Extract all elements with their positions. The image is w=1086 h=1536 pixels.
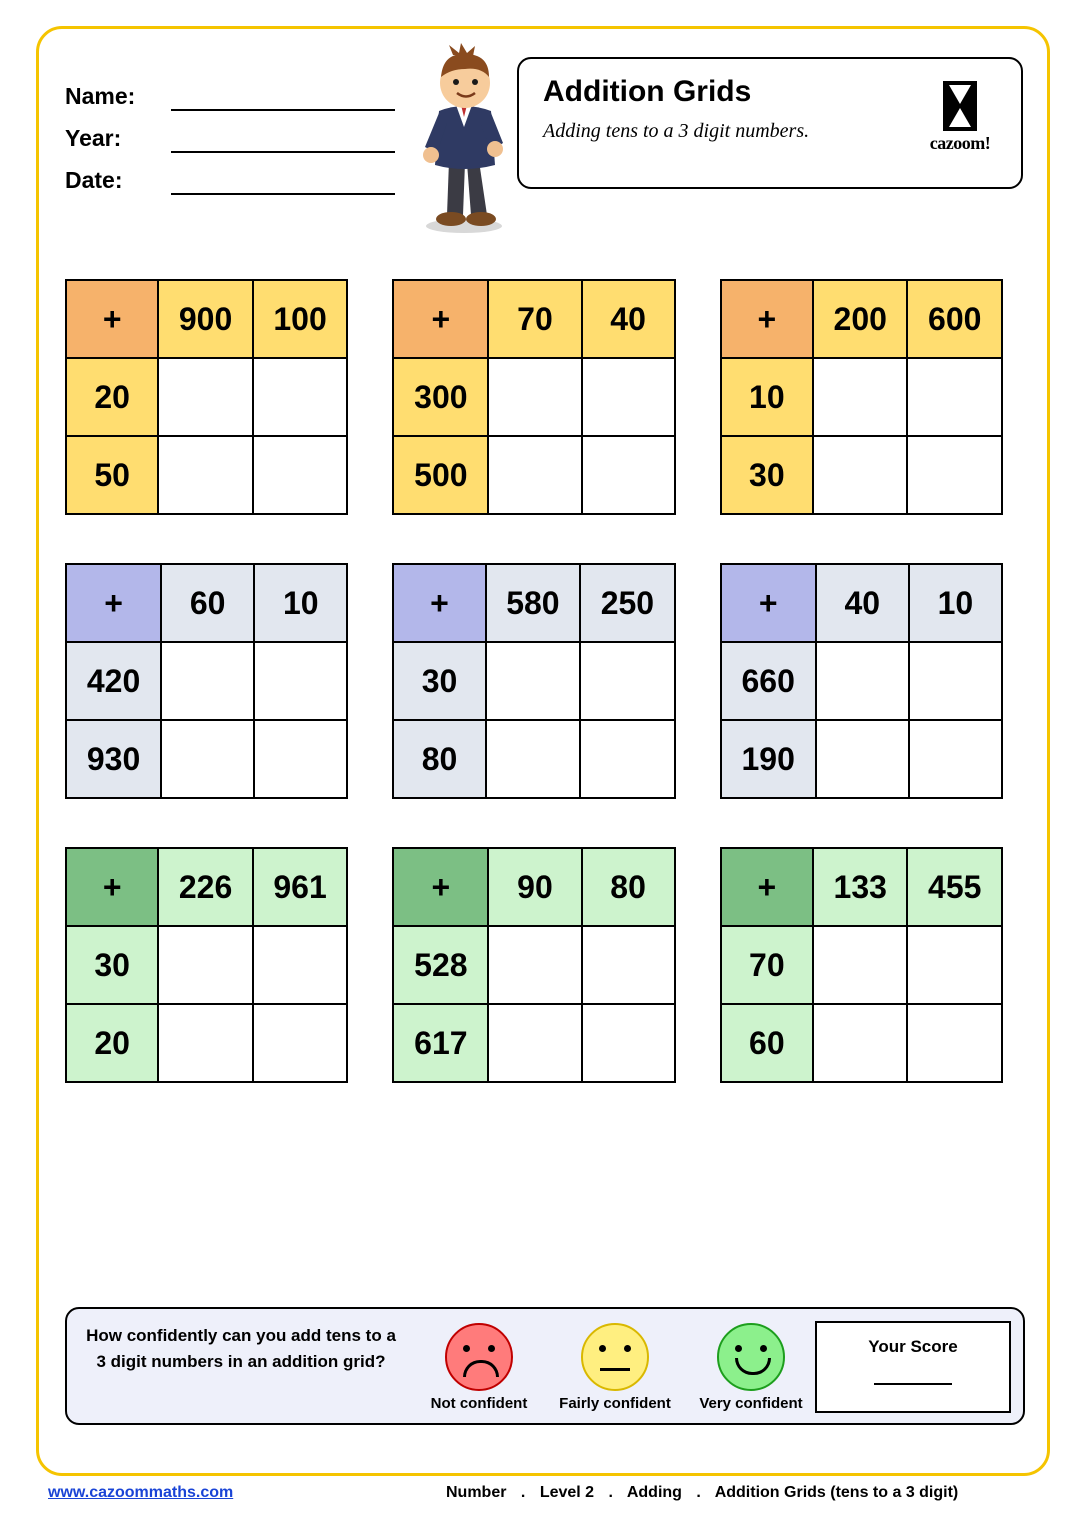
- addition-grid-5: [392, 563, 675, 799]
- answer-cell[interactable]: [580, 720, 675, 798]
- score-box: [815, 1321, 1011, 1413]
- breadcrumb-item-4: Addition Grids (tens to a 3 digit): [714, 1484, 959, 1501]
- cazoom-logo: [917, 81, 1003, 169]
- page-subtitle: Adding tens to a 3 digit numbers.: [543, 120, 810, 142]
- name-field-label: Name:: [65, 83, 136, 109]
- table-row: [393, 720, 674, 798]
- row-header-1: 300: [393, 358, 488, 436]
- row-header-1: 70: [721, 926, 813, 1004]
- answer-cell[interactable]: [582, 926, 675, 1004]
- addition-grid-6: [720, 563, 1003, 799]
- worksheet-header: [39, 29, 1047, 249]
- grid-row-1: [39, 279, 1047, 515]
- student-info-fields: [65, 69, 395, 195]
- row-header-2: 20: [66, 1004, 158, 1082]
- answer-cell[interactable]: [486, 720, 581, 798]
- addition-grid-9: [720, 847, 1003, 1083]
- answer-cell[interactable]: [813, 926, 908, 1004]
- answer-cell[interactable]: [907, 436, 1002, 514]
- table-row: [721, 720, 1002, 798]
- addition-grid-2: [392, 279, 675, 515]
- answer-cell[interactable]: [909, 720, 1002, 798]
- answer-cell[interactable]: [253, 1004, 348, 1082]
- addition-grid-4: [65, 563, 348, 799]
- answer-cell[interactable]: [161, 720, 254, 798]
- row-header-2: 60: [721, 1004, 813, 1082]
- col-header-1: 900: [158, 280, 253, 358]
- answer-cell[interactable]: [580, 642, 675, 720]
- year-field-label: Year:: [65, 125, 122, 151]
- answer-cell[interactable]: [161, 642, 254, 720]
- table-row: [66, 720, 347, 798]
- col-header-1: 200: [813, 280, 908, 358]
- operator-cell: +: [66, 848, 158, 926]
- addition-grid-3: [720, 279, 1003, 515]
- row-header-2: 617: [393, 1004, 488, 1082]
- title-box: [517, 57, 1023, 189]
- table-row: [721, 358, 1002, 436]
- row-header-2: 30: [721, 436, 813, 514]
- breadcrumb-separator: .: [608, 1484, 613, 1501]
- col-header-2: 250: [580, 564, 675, 642]
- confidence-faces: [415, 1323, 815, 1412]
- row-header-1: 528: [393, 926, 488, 1004]
- col-header-1: 90: [488, 848, 581, 926]
- confidence-option-fairly-confident[interactable]: [551, 1323, 679, 1412]
- answer-cell[interactable]: [582, 1004, 675, 1082]
- confidence-label: Not confident: [430, 1395, 528, 1412]
- col-header-2: 10: [254, 564, 347, 642]
- breadcrumb-item-2: Level 2: [539, 1484, 595, 1501]
- addition-grid-1: [65, 279, 348, 515]
- operator-cell: +: [393, 564, 485, 642]
- table-row: [721, 642, 1002, 720]
- answer-cell[interactable]: [488, 926, 581, 1004]
- grid-header-row: [721, 848, 1002, 926]
- page-title: Addition Grids: [543, 75, 752, 108]
- table-row: [393, 642, 674, 720]
- table-row: [66, 358, 347, 436]
- happy-face-icon: [717, 1323, 785, 1391]
- table-row: [66, 436, 347, 514]
- addition-grid-8: [392, 847, 675, 1083]
- answer-cell[interactable]: [158, 926, 253, 1004]
- name-field-input[interactable]: [171, 83, 395, 111]
- row-header-1: 660: [721, 642, 816, 720]
- answer-cell[interactable]: [582, 436, 675, 514]
- answer-cell[interactable]: [158, 1004, 253, 1082]
- grid-header-row: [721, 280, 1002, 358]
- confidence-box: [65, 1307, 1025, 1425]
- operator-cell: +: [721, 848, 813, 926]
- col-header-2: 600: [907, 280, 1002, 358]
- breadcrumb-separator: .: [696, 1484, 701, 1501]
- answer-cell[interactable]: [254, 720, 347, 798]
- operator-cell: +: [66, 280, 158, 358]
- boy-mascot-icon: [409, 43, 519, 233]
- table-row: [721, 1004, 1002, 1082]
- answer-cell[interactable]: [254, 642, 347, 720]
- year-field-row: [65, 111, 395, 153]
- operator-cell: +: [721, 280, 813, 358]
- website-link[interactable]: www.cazoommaths.com: [48, 1484, 234, 1501]
- answer-cell[interactable]: [488, 1004, 581, 1082]
- answer-cell[interactable]: [907, 1004, 1002, 1082]
- answer-cell[interactable]: [813, 436, 908, 514]
- answer-cell[interactable]: [253, 436, 348, 514]
- table-row: [721, 926, 1002, 1004]
- col-header-1: 60: [161, 564, 254, 642]
- confidence-option-very-confident[interactable]: [687, 1323, 815, 1412]
- footer: [36, 1484, 1050, 1514]
- answer-cell[interactable]: [486, 642, 581, 720]
- answer-cell[interactable]: [813, 358, 908, 436]
- answer-cell[interactable]: [253, 358, 348, 436]
- sad-face-icon: [445, 1323, 513, 1391]
- answer-cell[interactable]: [813, 1004, 908, 1082]
- answer-cell[interactable]: [907, 926, 1002, 1004]
- col-header-1: 40: [816, 564, 909, 642]
- neutral-face-icon: [581, 1323, 649, 1391]
- table-row: [66, 926, 347, 1004]
- answer-cell[interactable]: [488, 358, 581, 436]
- grid-header-row: [721, 564, 1002, 642]
- answer-cell[interactable]: [253, 926, 348, 1004]
- operator-cell: +: [721, 564, 816, 642]
- answer-cell[interactable]: [907, 358, 1002, 436]
- date-field-input[interactable]: [171, 167, 395, 195]
- confidence-label: Very confident: [699, 1395, 803, 1412]
- col-header-2: 455: [907, 848, 1002, 926]
- table-row: [721, 436, 1002, 514]
- confidence-question: How confidently can you add tens to a 3 digit numbers in an addition grid?: [86, 1326, 396, 1371]
- name-field-row: [65, 69, 395, 111]
- table-row: [393, 358, 674, 436]
- addition-grid-7: [65, 847, 348, 1083]
- score-input[interactable]: [874, 1383, 952, 1385]
- grid-header-row: [66, 280, 347, 358]
- table-row: [393, 926, 674, 1004]
- answer-cell[interactable]: [816, 642, 909, 720]
- col-header-2: 100: [253, 280, 348, 358]
- col-header-2: 80: [582, 848, 675, 926]
- row-header-1: 10: [721, 358, 813, 436]
- col-header-2: 10: [909, 564, 1002, 642]
- table-row: [66, 642, 347, 720]
- grid-header-row: [393, 280, 674, 358]
- grid-header-row: [393, 848, 674, 926]
- grid-header-row: [393, 564, 674, 642]
- answer-cell[interactable]: [158, 358, 253, 436]
- row-header-2: 190: [721, 720, 816, 798]
- operator-cell: +: [66, 564, 161, 642]
- answer-cell[interactable]: [488, 436, 581, 514]
- col-header-2: 40: [582, 280, 675, 358]
- breadcrumb-separator: .: [520, 1484, 526, 1501]
- col-header-1: 580: [486, 564, 581, 642]
- score-label: Your Score: [868, 1337, 958, 1356]
- row-header-1: 20: [66, 358, 158, 436]
- answer-cell[interactable]: [582, 358, 675, 436]
- row-header-1: 30: [393, 642, 485, 720]
- table-row: [66, 1004, 347, 1082]
- col-header-1: 226: [158, 848, 253, 926]
- breadcrumb-item-3: Adding: [626, 1484, 682, 1501]
- row-header-1: 30: [66, 926, 158, 1004]
- hourglass-icon: [943, 81, 977, 131]
- operator-cell: +: [393, 280, 488, 358]
- grid-header-row: [66, 848, 347, 926]
- col-header-1: 70: [488, 280, 581, 358]
- breadcrumb-item-1: Number: [446, 1484, 507, 1501]
- col-header-1: 133: [813, 848, 908, 926]
- breadcrumb: [446, 1484, 958, 1502]
- row-header-2: 50: [66, 436, 158, 514]
- table-row: [393, 1004, 674, 1082]
- date-field-row: [65, 153, 395, 195]
- answer-cell[interactable]: [816, 720, 909, 798]
- grids-area: [39, 279, 1047, 1131]
- table-row: [393, 436, 674, 514]
- grid-header-row: [66, 564, 347, 642]
- answer-cell[interactable]: [158, 436, 253, 514]
- answer-cell[interactable]: [909, 642, 1002, 720]
- grid-row-2: [39, 563, 1047, 799]
- row-header-2: 80: [393, 720, 485, 798]
- operator-cell: +: [393, 848, 488, 926]
- worksheet-page: [36, 26, 1050, 1476]
- year-field-input[interactable]: [171, 125, 395, 153]
- confidence-label: Fairly confident: [559, 1395, 671, 1412]
- logo-text: cazoom!: [929, 133, 991, 153]
- date-field-label: Date:: [65, 167, 123, 193]
- row-header-2: 930: [66, 720, 161, 798]
- col-header-2: 961: [253, 848, 348, 926]
- confidence-option-not-confident[interactable]: [415, 1323, 543, 1412]
- row-header-2: 500: [393, 436, 488, 514]
- row-header-1: 420: [66, 642, 161, 720]
- grid-row-3: [39, 847, 1047, 1083]
